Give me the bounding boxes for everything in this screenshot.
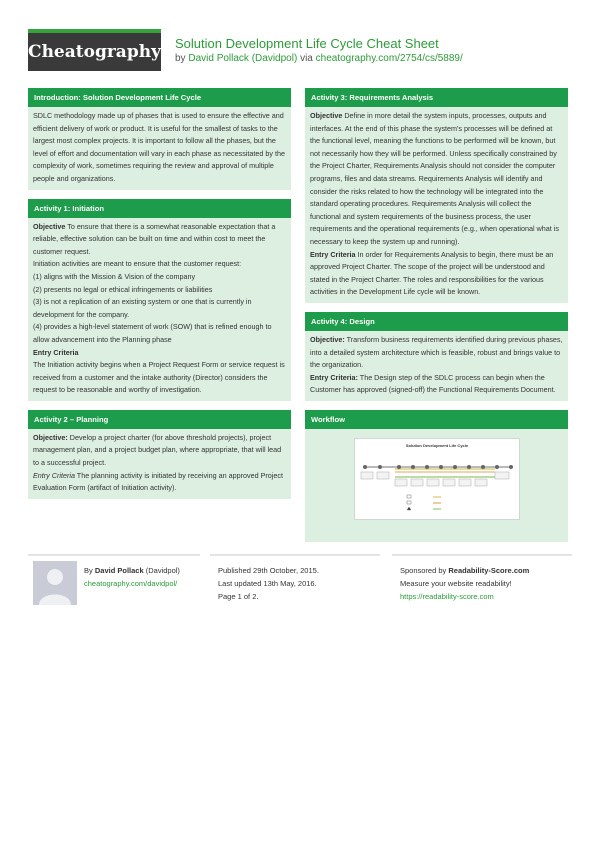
intro-text: SDLC methodology made up of phases that is used to ensure the effective and efficient delivery of work or product. It is useful for the smallest of tasks to the largest most complex projects. It is important to follow all the phases, but the level of effort and documentation will vary in each phase as necessitated by the complexity of work, sometimes requiring the review and approval of multiple people and organizations. <box>33 111 285 183</box>
workflow-diagram-image[interactable] <box>354 438 520 520</box>
page-title: Solution Development Life Cycle Cheat Sheet <box>175 36 439 51</box>
objective-label: Objective: <box>33 432 68 442</box>
footer-dates <box>218 564 319 603</box>
footer-author-line <box>84 564 180 577</box>
logo-text: Cheatography <box>28 42 161 62</box>
footer-author-name: David Pollack <box>94 566 144 575</box>
workflow-figure <box>310 432 563 538</box>
objective-text: To ensure that there is a somewhat reasonable expectation that a reliable, effective solution can be built on time and within cost to meet the customer request. <box>33 221 276 256</box>
list-item: (4) provides a high-level statement of work (SOW) that is refined enough to allow advancement into the Planning phase <box>33 322 272 344</box>
section-requirements-analysis <box>305 88 568 303</box>
section-body <box>28 218 291 401</box>
section-workflow <box>305 410 568 542</box>
objective-paragraph <box>310 110 563 249</box>
footer-sponsor <box>400 564 529 603</box>
right-column <box>305 88 568 551</box>
left-column <box>28 88 291 508</box>
section-introduction <box>28 88 291 190</box>
entry-criteria-label: Entry Criteria: <box>310 372 358 382</box>
entry-criteria-paragraph <box>33 470 286 495</box>
byline-by: by <box>175 53 186 64</box>
sponsored-by-label: Sponsored by <box>400 566 449 575</box>
entry-criteria-text: The planning activity is initiated by receiving an approved Project Evaluation Form (artifact of Initiation activity). <box>33 470 283 493</box>
avatar-placeholder-icon <box>33 561 77 605</box>
section-body <box>305 429 568 542</box>
entry-criteria-text: The Initiation activity begins when a Project Request Form or service request is received from a customer and the intake authority (Director) considers the request to be reasonable and worthy of investigation. <box>33 360 285 395</box>
sponsor-link[interactable]: https://readability-score.com <box>400 592 494 601</box>
footer-author-handle: (Davidpol) <box>145 566 180 575</box>
section-initiation <box>28 199 291 401</box>
site-logo[interactable] <box>28 29 161 71</box>
sponsor-tagline: Measure your website readability! <box>400 579 512 588</box>
objective-paragraph <box>33 221 286 259</box>
section-planning <box>28 410 291 499</box>
page-number: Page 1 of 2. <box>218 592 259 601</box>
list-item: (3) is not a replication of an existing system or one that is currently in development for the company. <box>33 297 252 319</box>
author-avatar[interactable] <box>33 561 77 605</box>
workflow-image-title: Solution Development Life Cycle <box>405 442 468 448</box>
footer-author <box>84 564 180 590</box>
sheet-url-link[interactable]: cheatography.com/2754/cs/5889/ <box>315 53 463 64</box>
section-title: Activity 2 – Planning <box>28 410 291 429</box>
section-title: Workflow <box>305 410 568 429</box>
section-title: Introduction: Solution Development Life Cycle <box>28 88 291 107</box>
objective-paragraph <box>310 334 563 372</box>
objective-text: Transform business requirements identified during previous phases, into a detailed system architecture which is feasible, robust and brings value to the organization. <box>310 334 563 370</box>
initiation-intro: Initiation activities are meant to ensure that the customer request: <box>33 259 242 269</box>
section-design <box>305 312 568 401</box>
section-body <box>305 331 568 401</box>
sponsor-name: Readability-Score.com <box>448 566 530 575</box>
footer-divider <box>392 554 572 556</box>
objective-label: Objective <box>33 221 66 231</box>
list-item: (1) aligns with the Mission & Vision of the company <box>33 271 196 281</box>
footer-divider <box>28 554 200 556</box>
section-body <box>28 107 291 190</box>
entry-criteria-label: Entry Criteria <box>33 347 79 357</box>
entry-criteria-paragraph <box>310 372 563 397</box>
list-item: (2) presents no legal or ethical infringements or liabilities <box>33 284 213 294</box>
sponsor-line <box>400 564 529 577</box>
objective-paragraph <box>33 432 286 470</box>
entry-criteria-label: Entry Criteria <box>33 470 75 480</box>
objective-label: Objective <box>310 111 343 120</box>
footer-author-link[interactable]: cheatography.com/davidpol/ <box>84 579 178 588</box>
entry-criteria-text: The Design step of the SDLC process can begin when the Customer has approved (signed-off) the Functional Requirements Document. <box>310 372 556 395</box>
byline <box>175 53 463 64</box>
entry-criteria-text: In order for Requirements Analysis to begin, there must be an approved Project Charter. The scope of the project will be understood and stated in the Project Charter. The roles and responsibilities for the various activities in the Development Life cycle will be known. <box>310 249 554 297</box>
footer-by: By <box>84 566 93 575</box>
section-body <box>305 107 568 303</box>
section-title: Activity 1: Initiation <box>28 199 291 218</box>
byline-via: via <box>300 53 313 64</box>
section-body <box>28 429 291 499</box>
updated-date: Last updated 13th May, 2016. <box>218 579 317 588</box>
objective-text: Develop a project charter (for above threshold projects), project management plan, and a project budget plan, where appropriate, that will lead to a successful project. <box>33 432 282 468</box>
objective-text: Define in more detail the system inputs, processes, outputs and interfaces. At the end of this phase the system's processes will be defined at the functional level, meaning the functions to be performed will be known, but not necessarily how they will be performed. Unless specifically constrained by the Project Charter, Requirements Analysis should not consider the computer programs, files and data streams. Requirements Analysis will identify and consider the risks related to how the technology will be integrated into the standard operating procedures. Requirements Analysis will collect the functional and system requirements of the business process, the user requirements and the operational requirements (e.g., when operational what is necessary to keep the system up and running). <box>310 111 559 246</box>
footer-divider <box>210 554 380 556</box>
published-date: Published 29th October, 2015. <box>218 566 319 575</box>
objective-label: Objective: <box>310 334 345 344</box>
entry-criteria-label: Entry Criteria <box>310 249 356 259</box>
author-link[interactable]: David Pollack (Davidpol) <box>188 53 298 64</box>
entry-criteria-paragraph <box>310 249 563 299</box>
section-title: Activity 3: Requirements Analysis <box>305 88 568 107</box>
section-title: Activity 4: Design <box>305 312 568 331</box>
